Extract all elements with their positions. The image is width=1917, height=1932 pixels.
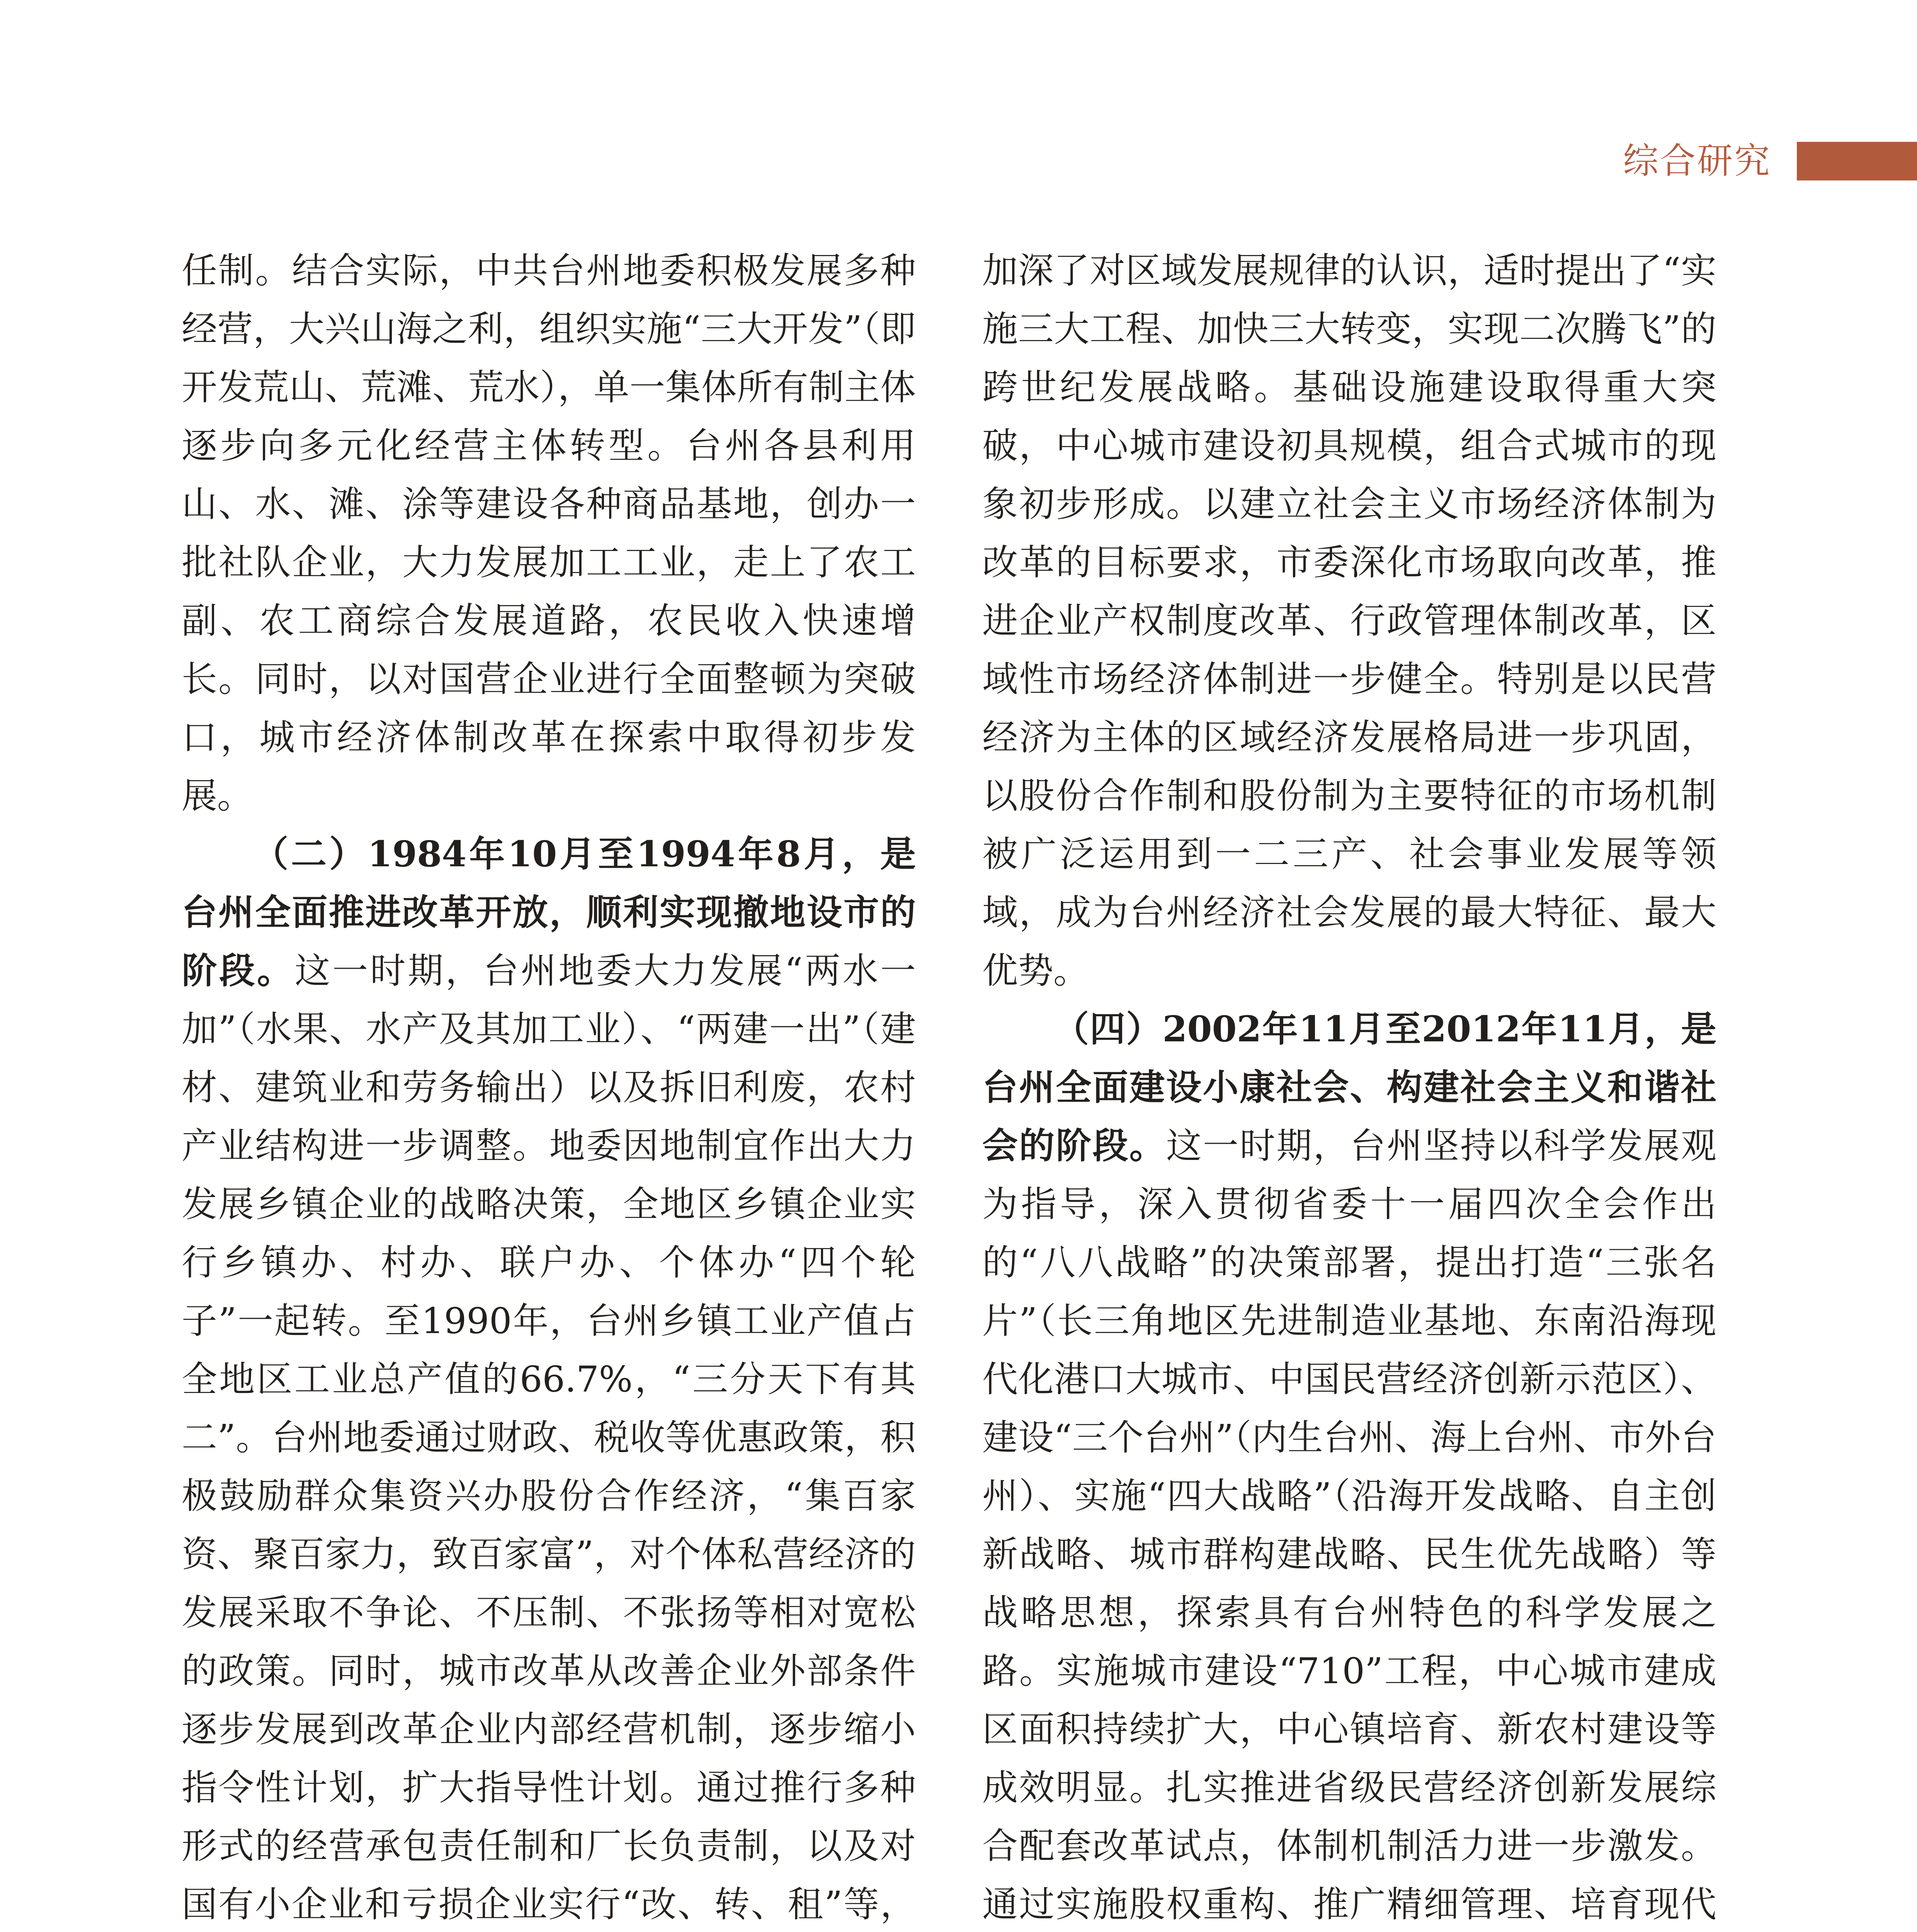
paragraph-lead: （二）1984年10月至1994年8月，是台州全面推进改革开放，顺利实现撤地设市的阶段。 (182, 833, 916, 992)
right-column (982, 242, 1716, 1932)
left-column (182, 242, 916, 1932)
paragraph-body: 这一时期，台州地委大力发展“两水一加”（水果、水产及其加工业）、“两建一出”（建材、建筑业和劳务输出）以及拆旧利废，农村产业结构进一步调整。地委因地制宜作出大力发展乡镇企业的战略决策，全地区乡镇企业实行乡镇办、村办、联户办、个体办“四个轮子”一起转。至1990年，台州乡镇工业产值占全地区工业总产值的66.7%，“三分天下有其二”。台州地委通过财政、税收等优惠政策，积极鼓励群众集资兴办股份合作经济，“集百家资、聚百家力，致百家富”，对个体私营经济的发展采取不争论、不压制、不张扬等相对宽松的政策。同时，城市改革从改善企业外部条件逐步发展到改革企业内部经营机制，逐步缩小指令性计划，扩大指导性计划。通过推行多种形式的经营承包责任制和厂长负责制，以及对国有小企业和亏损企业实行“改、转、租”等， (182, 950, 916, 1925)
paragraph: 加深了对区域发展规律的认识，适时提出了“实施三大工程、加快三大转变，实现二次腾飞”的跨世纪发展战略。基础设施建设取得重大突破，中心城市建设初具规模，组合式城市的现象初步形成。以建立社会主义市场经济体制为改革的目标要求，市委深化市场取向改革，推进企业产权制度改革、行政管理体制改革，区域性市场经济体制进一步健全。特别是以民营经济为主体的区域经济发展格局进一步巩固，以股份合作制和股份制为主要特征的市场机制被广泛运用到一二三产、社会事业发展等领域，成为台州经济社会发展的最大特征、最大优势。 (982, 250, 1716, 992)
section-title: 综合研究 (1623, 140, 1772, 182)
paragraph (982, 1000, 1716, 1932)
paragraph (182, 825, 916, 1932)
section-header (1604, 137, 1917, 185)
section-accent-bar (1797, 142, 1917, 180)
paragraph-body: 这一时期，台州坚持以科学发展观为指导，深入贯彻省委十一届四次全会作出的“八八战略”的决策部署，提出打造“三张名片”（长三角地区先进制造业基地、东南沿海现代化港口大城市、中国民营经济创新示范区）、建设“三个台州”（内生台州、海上台州、市外台州）、实施“四大战略”（沿海开发战略、自主创新战略、城市群构建战略、民生优先战略）等战略思想，探索具有台州特色的科学发展之路。实施城市建设“710”工程，中心城市建成区面积持续扩大，中心镇培育、新农村建设等成效明显。扎实推进省级民营经济创新发展综合配套改革试点，体制机制活力进一步激发。通过实施股权重构、推广精细管理、培育现代 (982, 1125, 1716, 1925)
paragraph-lead: （四）2002年11月至2012年11月，是台州全面建设小康社会、构建社会主义和谐社会的阶段。 (982, 1008, 1716, 1167)
paragraph: 任制。结合实际，中共台州地委积极发展多种经营，大兴山海之利，组织实施“三大开发”（即开发荒山、荒滩、荒水），单一集体所有制主体逐步向多元化经营主体转型。台州各县利用山、水、滩、涂等建设各种商品基地，创办一批社队企业，大力发展加工工业，走上了农工副、农工商综合发展道路，农民收入快速增长。同时，以对国营企业进行全面整顿为突破口，城市经济体制改革在探索中取得初步发展。 (182, 250, 916, 816)
